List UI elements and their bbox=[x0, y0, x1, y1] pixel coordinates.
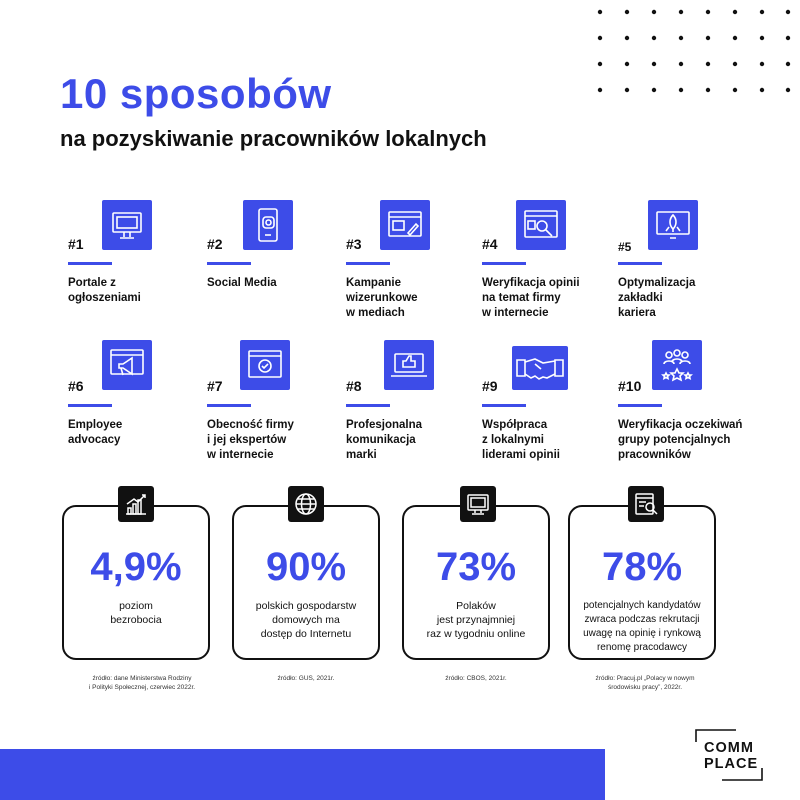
handshake-icon bbox=[512, 346, 568, 390]
underline-bar bbox=[207, 262, 251, 265]
monitor-icon bbox=[102, 200, 152, 250]
underline-bar bbox=[482, 262, 526, 265]
stat-value: 90% bbox=[265, 545, 347, 589]
stat-description: polskich gospodarstw domowych ma dostęp do Internetu bbox=[255, 600, 357, 640]
method-label: Weryfikacja opinii na temat firmy w internecie bbox=[482, 277, 580, 319]
rocket-screen-icon bbox=[648, 200, 698, 250]
underline-bar bbox=[346, 262, 390, 265]
method-label: Employee advocacy bbox=[68, 419, 123, 446]
stat-card-employer-reputation bbox=[568, 505, 716, 660]
underline-bar bbox=[618, 262, 662, 265]
source-note: źródło: dane Ministerstwa Rodziny i Polityki Społecznej, czerwiec 2022r. bbox=[88, 675, 196, 691]
method-label: Współpraca z lokalnymi liderami opinii bbox=[482, 419, 560, 461]
bar-chart-icon bbox=[118, 486, 154, 522]
stat-card-online-weekly bbox=[402, 505, 550, 660]
method-number: #3 bbox=[346, 236, 362, 252]
underline-bar bbox=[346, 404, 390, 407]
method-label: Weryfikacja oczekiwań grupy potencjalnych pracowników bbox=[618, 419, 743, 461]
stat-description: Polaków jest przynajmniej raz w tygodniu online bbox=[426, 600, 526, 640]
browser-check-icon bbox=[240, 340, 290, 390]
browser-search-icon bbox=[516, 200, 566, 250]
method-label: Portale z ogłoszeniami bbox=[68, 277, 141, 304]
underline-bar bbox=[207, 404, 251, 407]
method-number: #5 bbox=[618, 240, 632, 254]
method-number: #10 bbox=[618, 378, 642, 394]
page-subtitle: na pozyskiwanie pracowników lokalnych bbox=[60, 126, 487, 151]
method-number: #7 bbox=[207, 378, 223, 394]
method-label: Optymalizacja zakładki kariera bbox=[618, 277, 696, 319]
method-number: #4 bbox=[482, 236, 498, 252]
method-label: Kampanie wizerunkowe w mediach bbox=[346, 277, 418, 319]
method-number: #6 bbox=[68, 378, 84, 394]
underline-bar bbox=[482, 404, 526, 407]
stat-description: potencjalnych kandydatów zwraca podczas rekrutacji uwagę na opinię i rynkową renomę pracodawcy bbox=[583, 600, 701, 653]
stat-card-internet-access bbox=[232, 505, 380, 660]
method-label: Social Media bbox=[207, 277, 277, 289]
logo-text: COMM PLACE bbox=[704, 740, 759, 772]
stat-card-unemployment bbox=[62, 505, 210, 660]
computer-icon bbox=[460, 486, 496, 522]
underline-bar bbox=[68, 262, 112, 265]
method-number: #1 bbox=[68, 236, 84, 252]
source-note: źródło: GUS, 2021r. bbox=[277, 675, 335, 682]
stat-value: 4,9% bbox=[90, 545, 182, 589]
footer-accent-bar bbox=[0, 749, 605, 800]
dot-grid-decoration bbox=[596, 8, 792, 94]
laptop-like-icon bbox=[384, 340, 434, 390]
source-note: źródło: CBOS, 2021r. bbox=[445, 675, 507, 682]
method-label: Profesjonalna komunikacja marki bbox=[346, 419, 423, 461]
team-stars-icon bbox=[652, 340, 702, 390]
megaphone-icon bbox=[102, 340, 152, 390]
stat-description: poziom bezrobocia bbox=[110, 600, 162, 626]
page-title: 10 sposobów bbox=[60, 70, 332, 117]
method-label: Obecność firmy i jej ekspertów w internecie bbox=[207, 419, 294, 461]
method-number: #9 bbox=[482, 378, 498, 394]
stat-value: 73% bbox=[435, 545, 517, 589]
source-note: źródło: Pracuj.pl „Polacy w nowym środowisku pracy”, 2022r. bbox=[595, 675, 695, 691]
social-media-phone-icon bbox=[243, 200, 293, 250]
underline-bar bbox=[68, 404, 112, 407]
underline-bar bbox=[618, 404, 662, 407]
stat-value: 78% bbox=[601, 545, 683, 589]
search-document-icon bbox=[628, 486, 664, 522]
method-number: #8 bbox=[346, 378, 362, 394]
media-campaign-icon bbox=[380, 200, 430, 250]
globe-icon bbox=[288, 486, 324, 522]
method-number: #2 bbox=[207, 236, 223, 252]
